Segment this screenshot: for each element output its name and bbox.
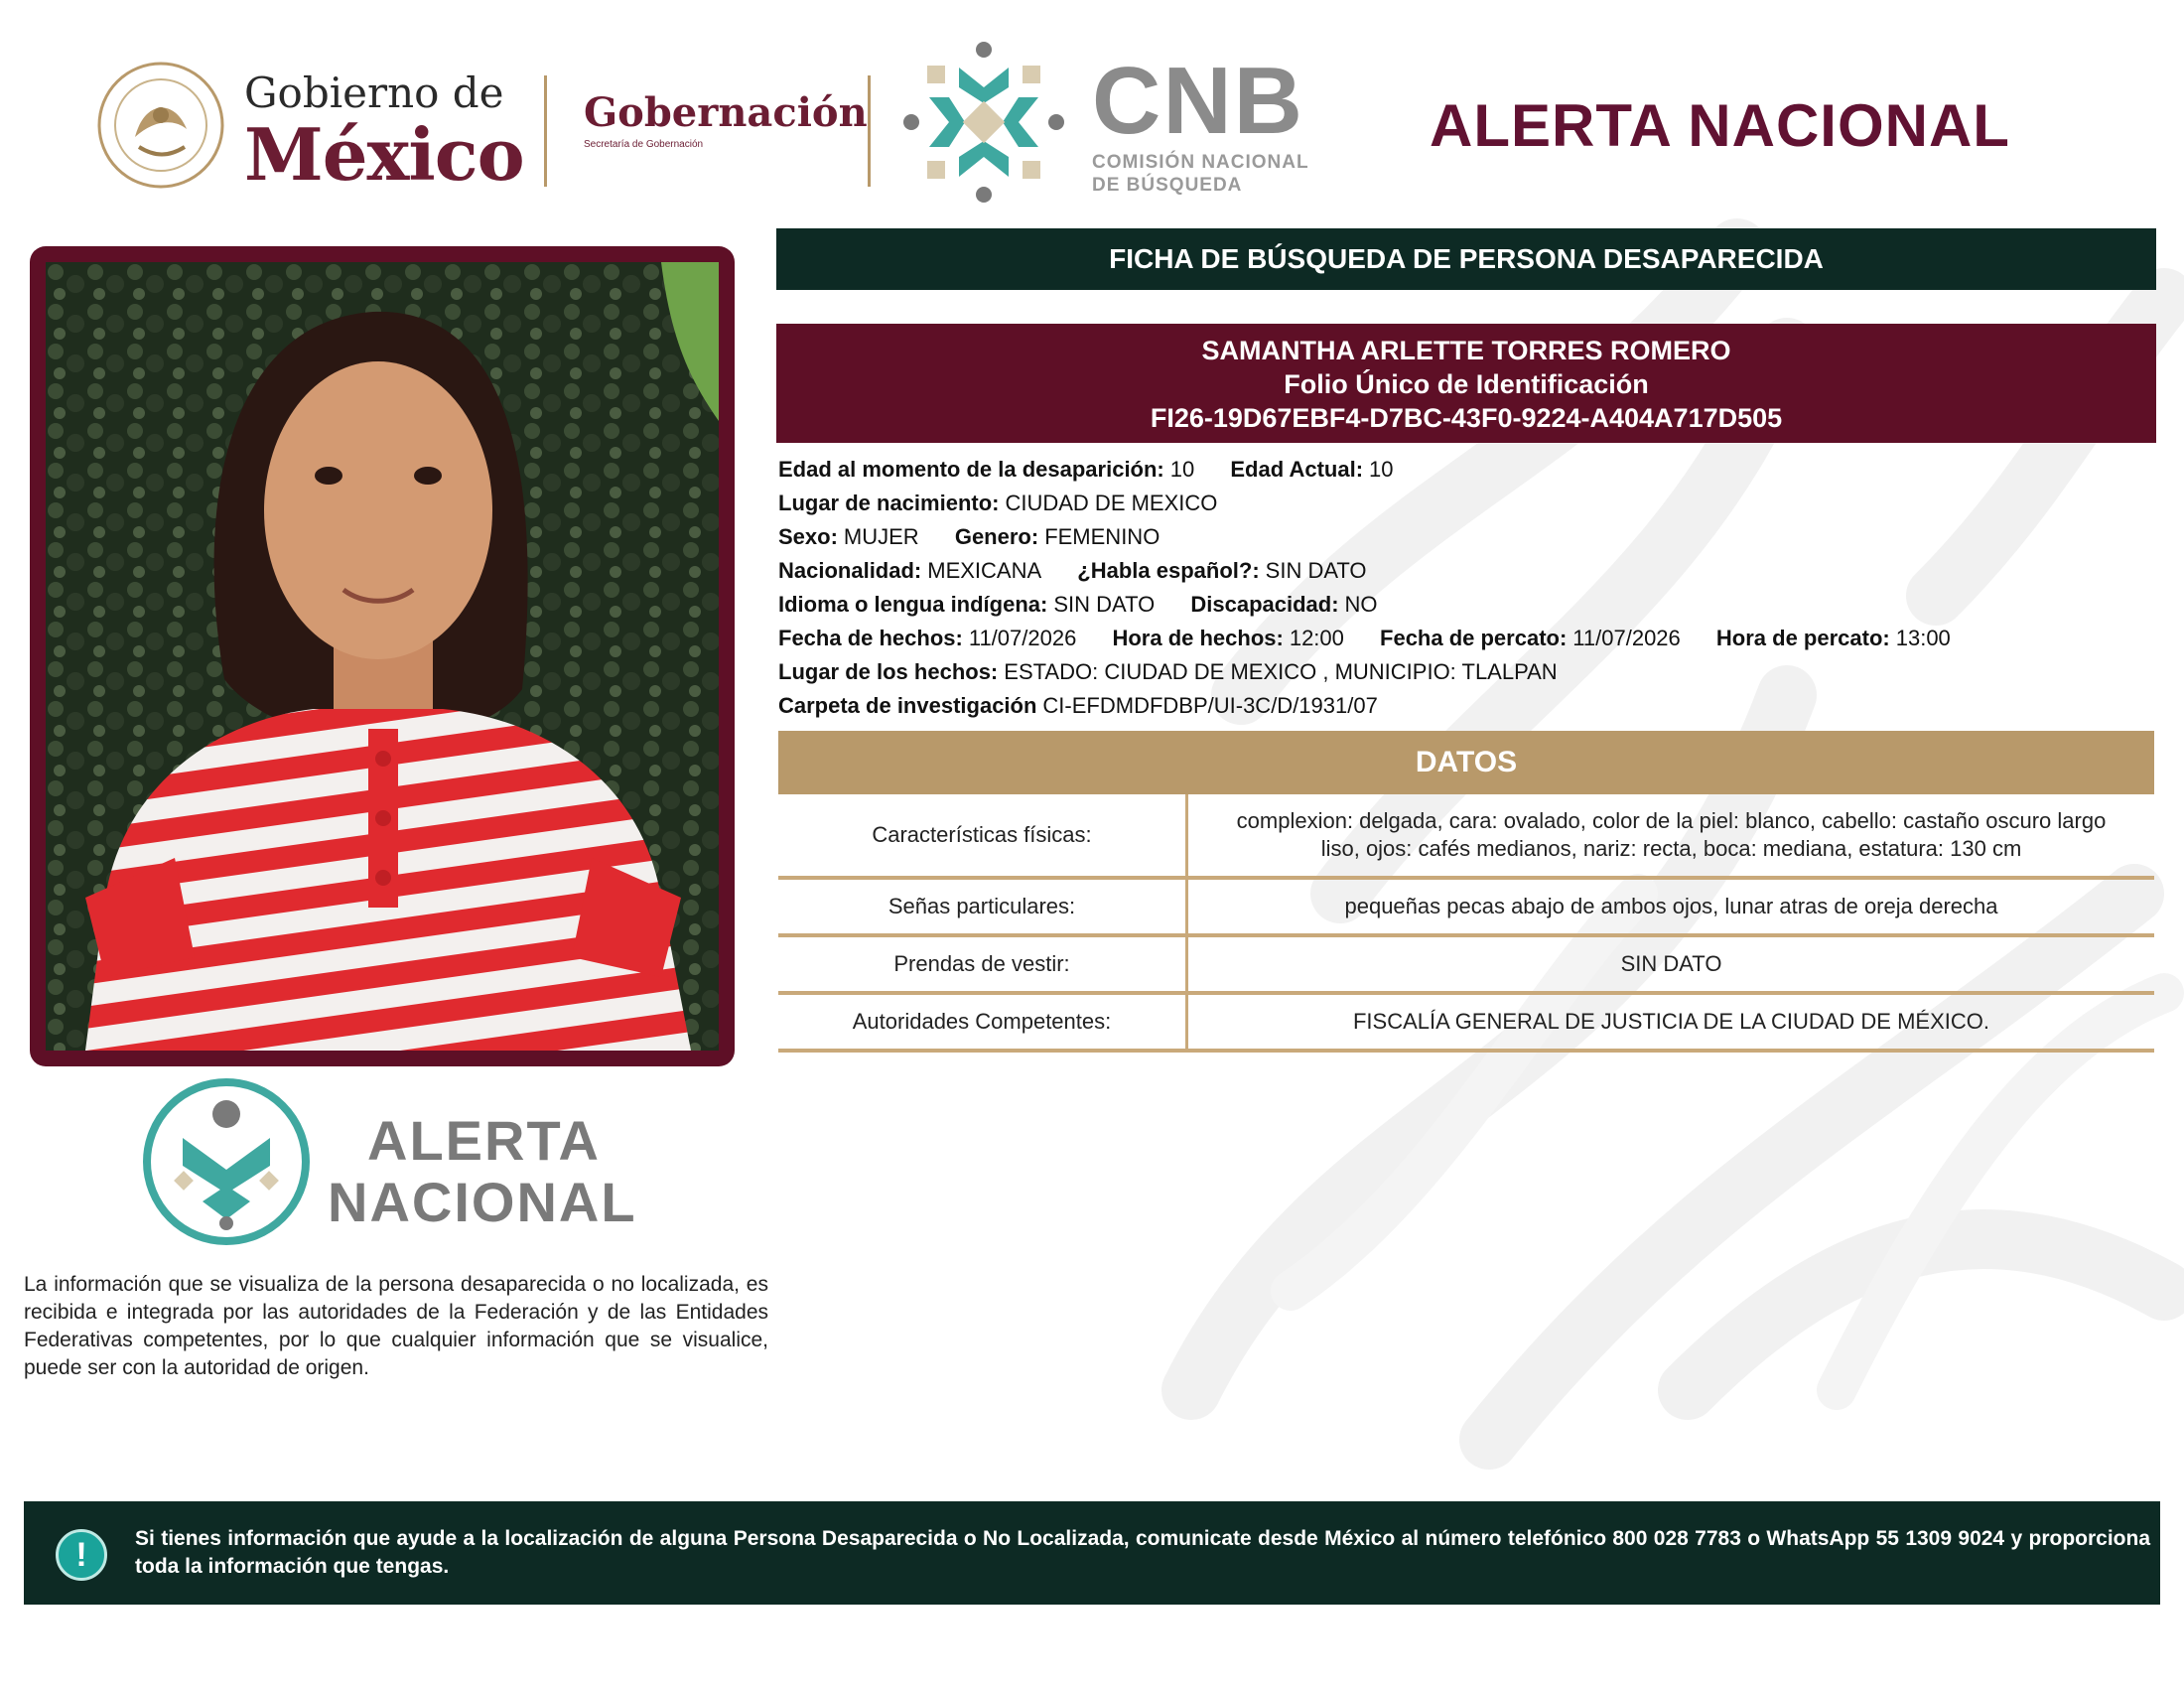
datos-row-autoridades [778,995,2154,1053]
lugar-hechos-label: Lugar de los hechos: [778,659,999,684]
datos-label: Características físicas: [778,794,1188,876]
cnb-emblem-icon [899,38,1068,207]
fecha-percato-label: Fecha de percato: [1380,626,1568,650]
lugar-nac-value: CIUDAD DE MEXICO [1005,491,1218,515]
footer-contact-text: Si tienes información que ayude a la localización de alguna Persona Desaparecida o No Localizada, comunicate desde México al número telefónico 800 028 7783 o WhatsApp 55 1309 9024 y proporciona toda la información que tengas. [135,1527,2150,1578]
carpeta-label: Carpeta de investigación [778,693,1037,718]
info-row-carpeta [778,691,2168,721]
idioma-value: SIN DATO [1053,592,1156,617]
folio-number: FI26-19D67EBF4-D7BC-43F0-9224-A404A717D505 [1150,403,1783,433]
fecha-hechos-label: Fecha de hechos: [778,626,963,650]
person-name: SAMANTHA ARLETTE TORRES ROMERO [1201,336,1731,365]
info-row-sexo [778,522,2168,552]
datos-value: FISCALÍA GENERAL DE JUSTICIA DE LA CIUDAD DE MÉXICO. [1352,1009,1989,1034]
datos-value: complexion: delgada, cara: ovalado, color de la piel: blanco, cabello: castaño oscuro largo liso, ojos: cafés medianos, nariz: recta, boca: mediana, estatura: 130 cm [1236,808,2107,861]
habla-label: ¿Habla español?: [1077,558,1260,583]
person-header-box [776,324,2156,443]
sexo-label: Sexo: [778,524,838,549]
fecha-hechos-value: 11/07/2026 [968,626,1077,650]
datos-value: pequeñas pecas abajo de ambos ojos, lunar atras de oreja derecha [1344,894,1998,918]
gobernacion-subtitle: Secretaría de Gobernación [584,139,704,150]
datos-row-prendas [778,937,2154,995]
alerta-word: ALERTA [367,1109,601,1172]
datos-value: SIN DATO [1620,951,1722,976]
edad-actual-label: Edad Actual: [1230,457,1364,482]
lugar-nac-label: Lugar de nacimiento: [778,491,1000,515]
cnb-wordmark [1092,48,1350,197]
edad-desap-value: 10 [1169,457,1195,482]
folio-label: Folio Único de Identificación [1284,369,1649,399]
lugar-hechos-value: ESTADO: CIUDAD DE MEXICO , MUNICIPIO: TLALPAN [1004,659,1558,684]
exclamation-icon: ! [56,1529,107,1581]
alerta-nacional-wordmark [328,1110,685,1233]
datos-row-senas [778,880,2154,937]
hora-hechos-value: 12:00 [1289,626,1344,650]
sexo-value: MUJER [843,524,919,549]
edad-actual-value: 10 [1369,457,1394,482]
datos-row-caracteristicas [778,794,2154,880]
discapacidad-value: NO [1344,592,1378,617]
alerta-nacional-emblem-icon [139,1074,314,1249]
info-row-edad [778,455,2168,485]
gobierno-line1: Gobierno de [244,69,504,117]
info-row-fechas [778,624,2168,653]
nacionalidad-label: Nacionalidad: [778,558,922,583]
cnb-subtitle-2: DE BÚSQUEDA [1092,175,1243,196]
hora-hechos-label: Hora de hechos: [1112,626,1284,650]
info-row-nacimiento [778,489,2168,518]
hora-percato-label: Hora de percato: [1715,626,1890,650]
info-row-idioma [778,590,2168,620]
edad-desap-label: Edad al momento de la desaparición: [778,457,1164,482]
gobernacion-title: Gobernación [584,89,868,136]
header-divider [868,75,871,187]
discapacidad-label: Discapacidad: [1190,592,1339,617]
header-divider [544,75,547,187]
info-row-nacionalidad [778,556,2168,586]
carpeta-value: CI-EFDMDFDBP/UI-3C/D/1931/07 [1042,693,1378,718]
datos-label: Autoridades Competentes: [778,995,1188,1049]
nacional-word: NACIONAL [328,1171,637,1233]
cnb-title: CNB [1092,48,1304,154]
hora-percato-value: 13:00 [1895,626,1951,650]
idioma-label: Idioma o lengua indígena: [778,592,1048,617]
disclaimer-text: La información que se visualiza de la persona desaparecida o no localizada, es recibida e integrada por las autoridades de la Federación y de las Entidades Federativas competentes, por lo que cualquier información que se visualice, puede ser con la autoridad de origen. [24,1273,768,1379]
datos-label: Prendas de vestir: [778,937,1188,991]
datos-title-bar: DATOS [778,731,2154,794]
fecha-percato-value: 11/07/2026 [1572,626,1681,650]
genero-label: Genero: [954,524,1039,549]
gobernacion-logo [584,89,868,150]
datos-label: Señas particulares: [778,880,1188,933]
missing-person-photo [46,262,719,1051]
gobierno-de-mexico-logo [244,69,542,197]
info-row-lugar-hechos [778,657,2168,687]
nacionalidad-value: MEXICANA [927,558,1042,583]
cnb-subtitle-1: COMISIÓN NACIONAL [1092,152,1309,173]
gobierno-line2: México [244,112,524,197]
habla-value: SIN DATO [1265,558,1367,583]
person-photo-illustration [46,262,719,1051]
genero-value: FEMENINO [1044,524,1160,549]
alerta-nacional-title: ALERTA NACIONAL [1430,92,2010,159]
escudo-nacional-seal [95,60,226,191]
ficha-title-bar: FICHA DE BÚSQUEDA DE PERSONA DESAPARECIDA [776,228,2156,290]
